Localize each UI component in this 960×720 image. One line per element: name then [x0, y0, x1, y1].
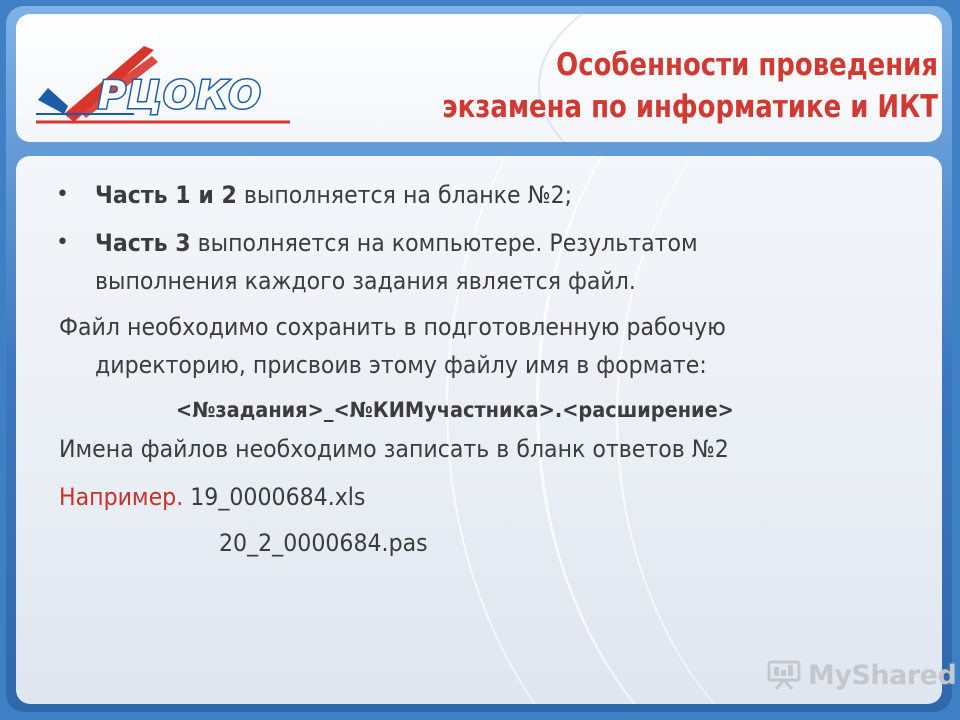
bullet-item-1 — [95, 176, 572, 214]
bullet-2-continuation: выполнения каждого задания является файл. — [95, 267, 636, 295]
slide-title — [360, 44, 938, 128]
myshared-watermark — [766, 655, 956, 695]
logo-text: РЦОКО — [98, 73, 262, 117]
example-label: Например. — [59, 483, 184, 511]
title-line-2: экзамена по информатике и ИКТ — [442, 89, 938, 125]
paragraph-1-line-1: Файл необходимо сохранить в подготовленную рабочую — [59, 313, 726, 341]
example-line — [59, 478, 365, 516]
watermark-text: MyShared — [808, 659, 957, 691]
bullet-dot: • — [56, 230, 69, 255]
header-panel — [16, 14, 942, 142]
title-line-1: Особенности проведения — [556, 47, 938, 83]
bullet-2-bold: Часть 3 — [95, 229, 191, 257]
rcoko-logo — [34, 44, 298, 128]
bullet-2-text: выполняется на компьютере. Результатом — [190, 229, 698, 257]
example-file-2: 20_2_0000684.pas — [219, 529, 428, 557]
bullet-1-bold: Часть 1 и 2 — [95, 181, 237, 209]
content-panel — [16, 156, 942, 704]
bullet-item-2 — [95, 224, 698, 262]
bullet-dot: • — [56, 182, 69, 207]
presentation-icon — [766, 659, 802, 691]
bullet-1-text: выполняется на бланке №2; — [236, 181, 573, 209]
slide-content — [16, 156, 942, 704]
example-file-1: 19_0000684.xls — [190, 483, 366, 511]
paragraph-2: Имена файлов необходимо записать в бланк ответов №2 — [59, 435, 729, 463]
filename-format: <№задания>_<№КИМучастника>.<расширение> — [176, 398, 734, 422]
paragraph-1-line-2: директорию, присвоив этому файлу имя в формате: — [95, 351, 707, 379]
